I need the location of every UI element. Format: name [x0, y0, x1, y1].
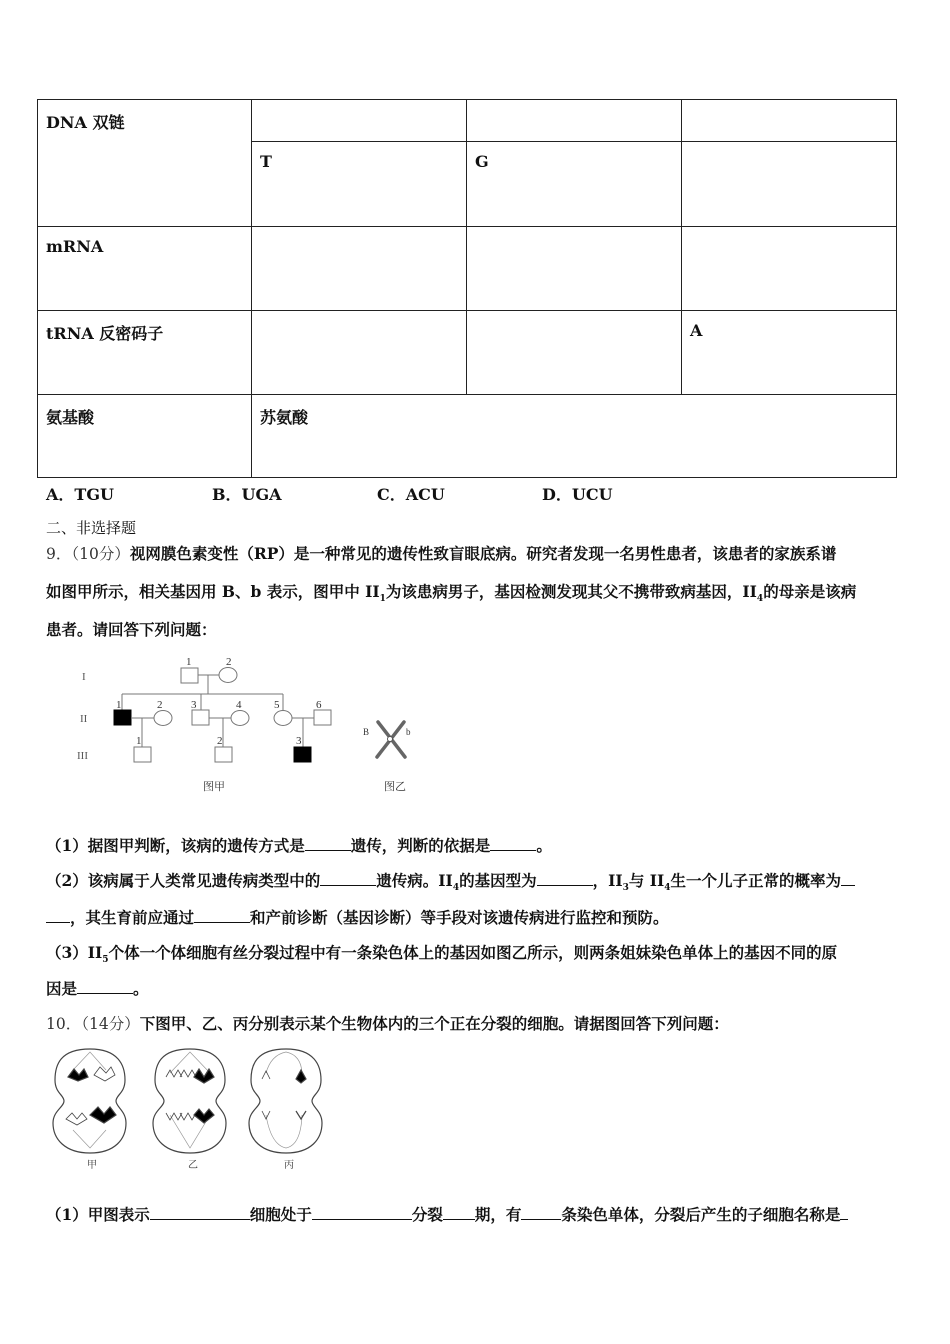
affected-male-symbol [294, 747, 311, 762]
text: 生一个儿子正常的概率为 [670, 871, 842, 890]
caption-b: 图乙 [384, 781, 406, 793]
gen-label: I [82, 671, 86, 683]
subscript: 4 [664, 883, 671, 894]
q9-sub2 [46, 869, 855, 893]
num: 3 [191, 699, 197, 711]
male-symbol [181, 668, 198, 683]
text: （2）该病属于人类常见遗传病类型中的 [46, 871, 321, 890]
row-label-trna: tRNA 反密码子 [38, 311, 252, 395]
option-c: C．ACU [377, 485, 445, 504]
subscript: 4 [756, 594, 764, 605]
cell-division-figure [40, 1035, 340, 1175]
text: 。 [536, 836, 552, 855]
text: 因是 [46, 979, 78, 998]
gene-B: B [363, 727, 370, 737]
option-b: B．UGA [212, 485, 282, 504]
q9-line2 [46, 580, 856, 604]
text: 与 II [628, 871, 665, 890]
text: （3）II [46, 943, 103, 962]
gen-label: II [80, 713, 88, 725]
caption: 丙 [284, 1160, 294, 1171]
cell: G [467, 142, 682, 227]
option-d: D．UCU [542, 485, 613, 504]
num: 1 [116, 699, 122, 711]
pedigree-figure [60, 650, 430, 800]
cell [467, 100, 682, 142]
cell-yi [153, 1049, 226, 1153]
cell-jia [53, 1049, 126, 1153]
affected-male-symbol [114, 710, 131, 725]
caption-a: 图甲 [203, 781, 225, 793]
answer-blank[interactable] [840, 1205, 848, 1220]
text: 为该患病男子，基因检测发现其父不携带致病基因，II [385, 582, 757, 601]
q10-sub1 [46, 1203, 848, 1225]
answer-blank[interactable] [194, 908, 250, 923]
num: 4 [236, 699, 242, 711]
text: 。 [133, 979, 149, 998]
text: 期，有 [474, 1205, 522, 1224]
q9-number: 9．（10分） [46, 545, 130, 563]
text: ，其生育前应通过 [70, 908, 195, 927]
answer-blank[interactable] [537, 871, 593, 886]
num: 3 [296, 735, 302, 747]
answer-blank[interactable] [841, 871, 855, 886]
q9-line1 [46, 542, 836, 564]
text: 遗传，判断的依据是 [350, 836, 491, 855]
text: 细胞处于 [249, 1205, 312, 1224]
caption: 甲 [87, 1160, 97, 1171]
cell [467, 227, 682, 311]
text: （1）甲图表示 [46, 1205, 150, 1224]
num: 2 [226, 656, 232, 668]
row-label-dna: DNA 双链 [38, 100, 252, 227]
answer-blank[interactable] [490, 836, 536, 851]
female-symbol [219, 668, 237, 683]
cell [467, 311, 682, 395]
text: 如图甲所示，相关基因用 B、b 表示，图甲中 II [46, 582, 380, 601]
q9-sub2-cont [46, 906, 669, 928]
num: 5 [274, 699, 280, 711]
section-title: 二、非选择题 [46, 519, 137, 537]
option-a: A．TGU [46, 485, 114, 504]
q9-sub3-cont [46, 977, 149, 999]
q9-sub3 [46, 941, 837, 965]
q10-line1 [46, 1012, 729, 1034]
row-label-mrna: mRNA [38, 227, 252, 311]
cell-amino-acid: 苏氨酸 [252, 395, 897, 478]
text: 视网膜色素变性（RP）是一种常见的遗传性致盲眼底病。研究者发现一名男性患者，该患者的家族系谱 [129, 544, 837, 563]
subscript: 3 [622, 883, 629, 894]
cell [682, 142, 897, 227]
text: 分裂 [411, 1205, 443, 1224]
answer-blank[interactable] [305, 836, 351, 851]
subscript: 4 [452, 883, 460, 894]
text: 个体一个体细胞有丝分裂过程中有一条染色体上的基因如图乙所示，则两条姐妹染色单体上的基因不同的原 [108, 943, 838, 962]
num: 1 [186, 656, 192, 668]
q10-number: 10．（14分） [46, 1015, 140, 1033]
text: 条染色单体，分裂后产生的子细胞名称是 [561, 1205, 841, 1224]
text: ，II [592, 871, 623, 890]
text: （1）据图甲判断，该病的遗传方式是 [46, 836, 305, 855]
cell [252, 311, 467, 395]
genetic-code-table [37, 99, 897, 478]
text: 下图甲、乙、丙分别表示某个生物体内的三个正在分裂的细胞。请据图回答下列问题： [139, 1014, 729, 1033]
cell: A [682, 311, 897, 395]
text: 遗传病。II [376, 871, 453, 890]
text: 的母亲是该病 [763, 582, 857, 601]
cell [252, 100, 467, 142]
cell [252, 227, 467, 311]
num: 1 [136, 735, 142, 747]
q9-sub1 [46, 834, 552, 856]
caption: 乙 [188, 1160, 198, 1171]
answer-blank[interactable] [312, 1205, 412, 1220]
answer-blank[interactable] [150, 1205, 250, 1220]
subscript: 5 [102, 955, 109, 966]
subscript: 1 [379, 594, 386, 605]
q9-line3: 患者。请回答下列问题： [46, 620, 217, 639]
cell [682, 227, 897, 311]
text: 的基因型为 [459, 871, 537, 890]
answer-blank[interactable] [320, 871, 376, 886]
answer-blank[interactable] [46, 908, 70, 923]
num: 2 [157, 699, 163, 711]
num: 2 [217, 735, 223, 747]
num: 6 [316, 699, 322, 711]
answer-blank[interactable] [77, 979, 133, 994]
gene-b: b [406, 727, 411, 737]
cell-bing [249, 1049, 322, 1153]
text: 和产前诊断（基因诊断）等手段对该遗传病进行监控和预防。 [250, 908, 669, 927]
answer-blank[interactable] [443, 1205, 475, 1220]
gen-label: III [77, 750, 88, 762]
row-label-amino-acid: 氨基酸 [38, 395, 252, 478]
answer-blank[interactable] [521, 1205, 561, 1220]
cell: T [252, 142, 467, 227]
cell [682, 100, 897, 142]
